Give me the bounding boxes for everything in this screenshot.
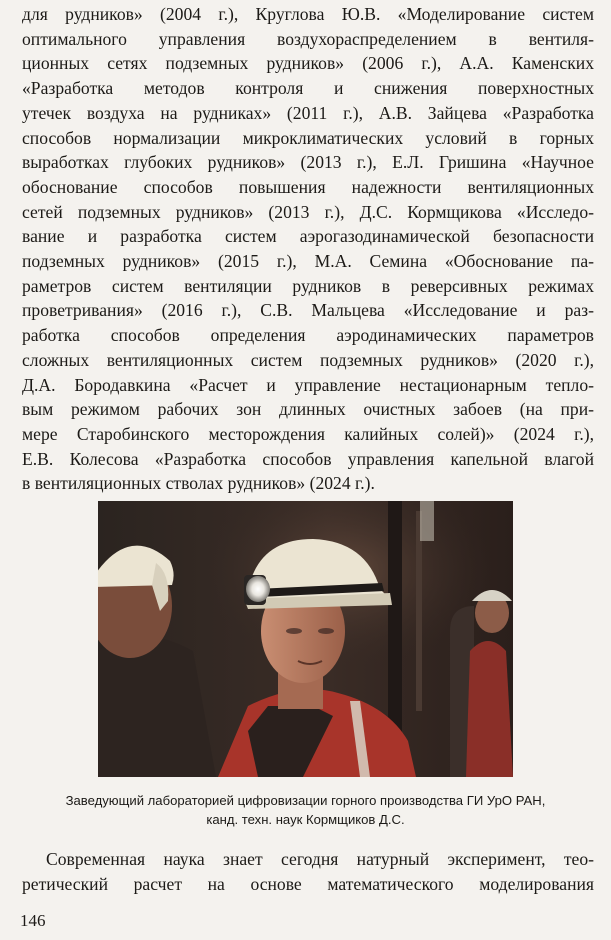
text-line: обоснование способов повышения надежности вентиляционных [22, 176, 594, 197]
caption-line-1: Заведующий лабораторией цифровизации горного производства ГИ УрО РАН, [65, 793, 546, 808]
text-line: Современная наука знает сегодня натурный эксперимент, тео- [46, 849, 594, 869]
text-line: сетей подземных рудников» (2013 г.), Д.С. Кормщикова «Исследо- [22, 201, 594, 222]
text-line: ционных сетях подземных рудников» (2006 г.), А.А. Каменских [22, 53, 594, 74]
text-line: проветривания» (2016 г.), С.В. Мальцева «Исследование и раз- [22, 300, 594, 321]
text-line: работка способов определения аэродинамических параметров [22, 325, 594, 346]
text-line: «Разработка методов контроля и снижения поверхностных [22, 78, 594, 99]
text-line: сложных вентиляционных систем подземных рудников» (2020 г.), [22, 349, 594, 370]
text-line: ретический расчет на основе математического моделирования [22, 874, 594, 894]
text-line: вание и разработка систем аэрогазодинамической безопасности [22, 226, 594, 247]
photo-caption [0, 791, 611, 829]
text-line: выработках глубоких рудников» (2013 г.), Е.Л. Гришина «Научное [22, 152, 594, 173]
text-line: Д.А. Бородавкина «Расчет и управление нестационарным тепло- [22, 374, 594, 395]
text-line: оптимального управления воздухораспределением в вентиля- [22, 28, 594, 49]
text-line: вым режимом рабочих зон длинных очистных забоев (на при- [22, 399, 594, 420]
miners-photo [98, 501, 513, 777]
miners-photo-illustration [98, 501, 513, 777]
body-text-paragraph [22, 2, 594, 496]
page-number: 146 [20, 911, 46, 930]
text-line: подземных рудников» (2015 г.), М.А. Семина «Обоснование па- [22, 251, 594, 272]
caption-line-2: канд. техн. наук Кормщиков Д.С. [206, 812, 405, 827]
second-paragraph [22, 847, 594, 897]
text-line: утечек воздуха на рудниках» (2011 г.), А.В. Зайцева «Разработка [22, 102, 594, 123]
text-line: для рудников» (2004 г.), Круглова Ю.В. «Моделирование систем [22, 4, 594, 24]
text-line: Е.В. Колесова «Разработка способов управления капельной влагой [22, 448, 594, 469]
text-line: в вентиляционных стволах рудников» (2024 г.). [22, 473, 375, 494]
text-line: способов нормализации микроклиматических условий в горных [22, 127, 594, 148]
text-line: мере Старобинского месторождения калийных солей)» (2024 г.), [22, 423, 594, 444]
text-line: раметров систем вентиляции рудников в реверсивных режимах [22, 275, 594, 296]
